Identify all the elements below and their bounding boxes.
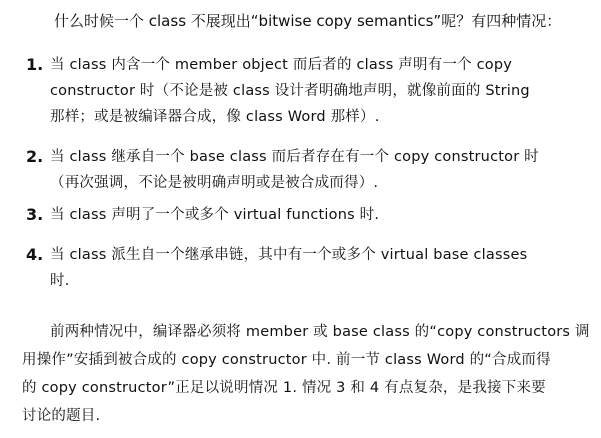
list-item-number: 1. xyxy=(26,55,44,74)
list-item-number: 3. xyxy=(26,205,44,224)
list-item-line: 那样；或是被编译器合成，像 class Word 那样）. xyxy=(50,109,380,125)
list-item-line: 当 class 派生自一个继承串链，其中有一个或多个 virtual base classes xyxy=(50,247,528,263)
list-item-line: 当 class 继承自一个 base class 而后者存在有一个 copy constructor 时 xyxy=(50,149,539,165)
list-item-line: 当 class 内含一个 member object 而后者的 class 声明有一个 copy xyxy=(50,57,513,73)
list-item-line: 时. xyxy=(50,273,70,289)
paragraph-line: 用操作”安插到被合成的 copy constructor 中. 前一节 class Word 的“合成而得 xyxy=(22,352,551,368)
list-item-line: 当 class 声明了一个或多个 virtual functions 时. xyxy=(50,207,380,223)
body-paragraph xyxy=(22,318,592,430)
paragraph-line: 的 copy constructor”正足以说明情况 1. 情况 3 和 4 有点复杂，是我接下来要 xyxy=(22,380,546,396)
intro-text: 什么时候一个 class 不展现出“bitwise copy semantics”呢？有四种情况： xyxy=(54,12,562,30)
list-item-number: 2. xyxy=(26,147,44,166)
paragraph-line: 讨论的题目. xyxy=(22,408,101,424)
list-item-line: constructor 时（不论是被 class 设计者明确地声明，就像前面的 String xyxy=(50,83,530,99)
paragraph-line: 前两种情况中，编译器必须将 member 或 base class 的“copy constructors 调 xyxy=(50,324,590,340)
list-item-line: （再次强调，不论是被明确声明或是被合成而得）. xyxy=(50,175,379,191)
list-item-number: 4. xyxy=(26,245,44,264)
